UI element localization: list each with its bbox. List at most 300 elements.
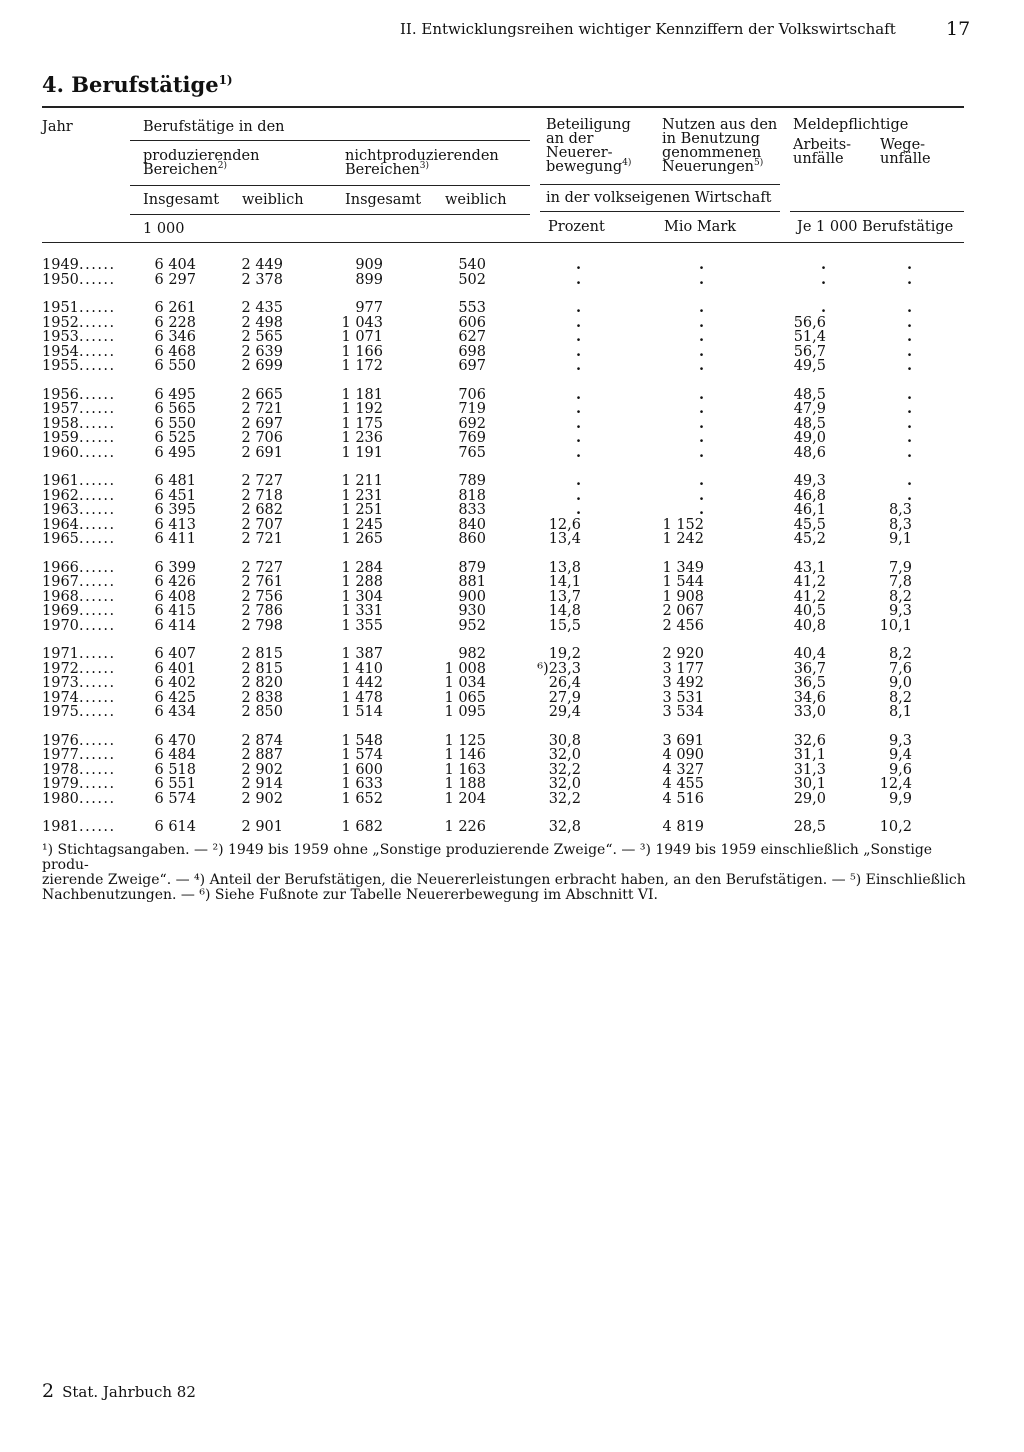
header-rule-2 <box>130 185 530 186</box>
cell-c1: 6 415 <box>154 603 196 619</box>
cell-c3: 1 175 <box>341 415 383 432</box>
table-top-rule <box>42 106 964 108</box>
cell-c6: 4 455 <box>662 776 704 792</box>
header-rule-3 <box>130 214 530 215</box>
footnote-line-1: ¹) Stichtagsangaben. — ²) 1949 bis 1959 ohne „Sonstige produzierende Zweige“. — ³) 1949 bis 1959 einschließlich „Sonstige produ- <box>42 842 933 873</box>
cell-c3: 1 514 <box>341 704 383 720</box>
cell-c1: 6 411 <box>154 531 196 547</box>
cell-c4: 627 <box>458 329 486 345</box>
table-row <box>0 561 1024 576</box>
cell-c5: 27,9 <box>548 689 581 706</box>
leader-dots: ...... <box>79 314 116 331</box>
cell-c4: 540 <box>458 257 486 273</box>
table-row <box>0 647 1024 662</box>
table-row <box>0 313 1024 331</box>
cell-c3: 1 288 <box>341 574 383 590</box>
year-cell: 1951 <box>42 300 79 316</box>
header-insgesamt-nichtprod: Insgesamt <box>345 192 422 208</box>
cell-c7: 49,0 <box>793 430 826 446</box>
cell-c4: 1 034 <box>444 675 486 691</box>
year-cell: 1952 <box>42 314 79 331</box>
header-unit-je-1000: Je 1 000 Berufstätige <box>797 219 954 235</box>
leader-dots: ...... <box>79 386 116 403</box>
cell-c8: . <box>906 385 912 403</box>
cell-c3: 1 181 <box>341 386 383 403</box>
header-produzierenden: produzierenden <box>143 148 260 164</box>
cell-c3: 1 231 <box>341 487 383 504</box>
cell-c7: 47,9 <box>793 401 826 417</box>
cell-c8: . <box>906 299 912 316</box>
leader-dots: ...... <box>79 761 116 778</box>
cell-c7: 32,6 <box>793 732 826 749</box>
cell-c6: . <box>698 486 704 504</box>
cell-c2: 2 721 <box>241 401 283 417</box>
cell-c6: 3 691 <box>662 732 704 749</box>
cell-c5: 32,8 <box>548 819 581 835</box>
table-row <box>0 763 1024 778</box>
table-row <box>0 474 1024 489</box>
cell-c7: 40,8 <box>793 617 826 634</box>
cell-c5: 32,2 <box>548 761 581 778</box>
header-beteiligung-2: an der <box>546 131 594 147</box>
cell-c1: 6 614 <box>154 819 196 835</box>
cell-c2: 2 665 <box>241 386 283 403</box>
leader-dots: ...... <box>79 343 116 360</box>
cell-c2: 2 786 <box>241 603 283 619</box>
table-row <box>0 270 1024 288</box>
table-row <box>0 734 1024 749</box>
cell-c2: 2 449 <box>241 257 283 273</box>
cell-c1: 6 407 <box>154 646 196 662</box>
cell-c6: 2 920 <box>662 646 704 662</box>
cell-c3: 1 600 <box>341 761 383 778</box>
cell-c4: 860 <box>458 531 486 547</box>
cell-c5: 14,1 <box>548 574 581 590</box>
header-beteiligung-1: Beteiligung <box>546 117 631 133</box>
cell-c8: 10,2 <box>879 819 912 835</box>
cell-c8: . <box>906 429 912 446</box>
header-arbeitsunfaelle-2: unfälle <box>793 151 844 167</box>
cell-c5: 13,8 <box>548 559 581 576</box>
cell-c5: 15,5 <box>548 617 581 634</box>
year-cell: 1973 <box>42 675 79 691</box>
header-nutzen-4-text: Neuerungen <box>662 159 754 175</box>
cell-c4: 719 <box>458 401 486 417</box>
cell-c7: . <box>820 256 826 273</box>
cell-c2: 2 498 <box>241 314 283 331</box>
cell-c6: 3 177 <box>662 660 704 677</box>
cell-c5: 32,0 <box>548 747 581 763</box>
cell-c1: 6 481 <box>154 473 196 489</box>
cell-c5: 14,8 <box>548 603 581 619</box>
cell-c2: 2 756 <box>241 588 283 605</box>
cell-c2: 2 727 <box>241 559 283 576</box>
cell-c5: ⁶)23,3 <box>537 660 581 677</box>
cell-c1: 6 426 <box>154 574 196 590</box>
year-cell: 1963 <box>42 502 79 518</box>
cell-c2: 2 815 <box>241 660 283 677</box>
header-bottom-rule <box>42 242 964 243</box>
cell-c1: 6 495 <box>154 444 196 461</box>
header-nutzen-note: 5) <box>754 158 764 169</box>
header-rule-5 <box>540 211 780 212</box>
cell-c3: 899 <box>355 271 383 288</box>
table-row <box>0 342 1024 360</box>
cell-c5: . <box>575 385 581 403</box>
cell-c4: 765 <box>458 444 486 461</box>
cell-c2: 2 901 <box>241 819 283 835</box>
cell-c1: 6 550 <box>154 415 196 432</box>
cell-c6: . <box>698 357 704 374</box>
cell-c7: 49,5 <box>793 358 826 374</box>
cell-c8: . <box>906 256 912 273</box>
cell-c2: 2 435 <box>241 300 283 316</box>
cell-c1: 6 434 <box>154 704 196 720</box>
leader-dots: ...... <box>79 329 116 345</box>
cell-c4: 1 146 <box>444 747 486 763</box>
leader-dots: ...... <box>79 516 116 533</box>
cell-c8: 10,1 <box>879 617 912 634</box>
cell-c4: 606 <box>458 314 486 331</box>
table-row <box>0 820 1024 835</box>
table-row <box>0 258 1024 273</box>
cell-c6: . <box>698 414 704 432</box>
header-unit-mio-mark: Mio Mark <box>664 219 737 235</box>
cell-c7: 30,1 <box>793 776 826 792</box>
table-body <box>0 258 1024 835</box>
year-cell: 1970 <box>42 617 79 634</box>
cell-c8: 7,8 <box>888 574 912 590</box>
cell-c5: 32,2 <box>548 790 581 807</box>
cell-c8: . <box>906 270 912 288</box>
cell-c3: 1 682 <box>341 819 383 835</box>
cell-c1: 6 451 <box>154 487 196 504</box>
leader-dots: ...... <box>79 401 116 417</box>
cell-c2: 2 697 <box>241 415 283 432</box>
cell-c6: . <box>698 385 704 403</box>
table-row <box>0 330 1024 345</box>
cell-c7: 46,8 <box>793 487 826 504</box>
leader-dots: ...... <box>79 776 116 792</box>
leader-dots: ...... <box>79 646 116 662</box>
header-unit-1000: 1 000 <box>143 221 185 237</box>
cell-c1: 6 346 <box>154 329 196 345</box>
cell-c8: . <box>906 313 912 331</box>
table-row <box>0 604 1024 619</box>
cell-c7: 48,5 <box>793 386 826 403</box>
cell-c3: 1 191 <box>341 444 383 461</box>
table-row <box>0 532 1024 547</box>
cell-c2: 2 902 <box>241 761 283 778</box>
header-bereichen-nichtprod-note: 3) <box>419 161 430 172</box>
cell-c6: 2 067 <box>662 603 704 619</box>
header-jahr: Jahr <box>42 119 73 135</box>
cell-c3: 1 251 <box>341 502 383 518</box>
header-unit-prozent: Prozent <box>548 219 605 235</box>
cell-c3: 1 304 <box>341 588 383 605</box>
cell-c2: 2 798 <box>241 617 283 634</box>
cell-c5: 13,4 <box>548 531 581 547</box>
year-cell: 1967 <box>42 574 79 590</box>
year-cell: 1961 <box>42 473 79 489</box>
leader-dots: ...... <box>79 473 116 489</box>
table-row <box>0 792 1024 807</box>
cell-c7: 40,4 <box>793 646 826 662</box>
footnote-line-3: Nachbenutzungen. — ⁶) Siehe Fußnote zur Tabelle Neuererbewegung im Abschnitt VI. <box>42 887 659 903</box>
cell-c8: 7,9 <box>888 559 912 576</box>
cell-c3: 1 236 <box>341 430 383 446</box>
cell-c2: 2 815 <box>241 646 283 662</box>
cell-c1: 6 525 <box>154 430 196 446</box>
cell-c6: . <box>698 299 704 316</box>
cell-c1: 6 297 <box>154 271 196 288</box>
leader-dots: ...... <box>79 415 116 432</box>
cell-c4: 982 <box>458 646 486 662</box>
year-cell: 1968 <box>42 588 79 605</box>
cell-c4: 833 <box>458 502 486 518</box>
header-beteiligung-3: Neuerer- <box>546 145 613 161</box>
cell-c8: . <box>906 486 912 504</box>
cell-c1: 6 395 <box>154 502 196 518</box>
cell-c5: . <box>575 270 581 288</box>
cell-c2: 2 727 <box>241 473 283 489</box>
cell-c6: 4 516 <box>662 790 704 807</box>
cell-c4: 900 <box>458 588 486 605</box>
header-beteiligung-note: 4) <box>622 158 632 169</box>
cell-c6: . <box>698 472 704 489</box>
cell-c8: . <box>906 472 912 489</box>
header-arbeitsunfaelle-1: Arbeits- <box>793 137 852 153</box>
leader-dots: ...... <box>79 603 116 619</box>
header-wegeunfaelle-2: unfälle <box>880 151 931 167</box>
cell-c2: 2 565 <box>241 329 283 345</box>
cell-c4: 692 <box>458 415 486 432</box>
leader-dots: ...... <box>79 747 116 763</box>
header-nutzen-3: genommenen <box>662 145 762 161</box>
cell-c4: 1 008 <box>444 660 486 677</box>
table-row <box>0 691 1024 706</box>
cell-c1: 6 565 <box>154 401 196 417</box>
leader-dots: ...... <box>79 675 116 691</box>
table-row <box>0 443 1024 461</box>
cell-c4: 553 <box>458 300 486 316</box>
year-cell: 1966 <box>42 559 79 576</box>
cell-c7: 34,6 <box>793 689 826 706</box>
leader-dots: ...... <box>79 660 116 677</box>
cell-c5: . <box>575 313 581 331</box>
cell-c8: 9,4 <box>888 747 912 763</box>
year-cell: 1964 <box>42 516 79 533</box>
cell-c6: 3 534 <box>662 704 704 720</box>
cell-c4: 789 <box>458 473 486 489</box>
leader-dots: ...... <box>79 257 116 273</box>
table-row <box>0 575 1024 590</box>
cell-c5: . <box>575 443 581 461</box>
cell-c2: 2 718 <box>241 487 283 504</box>
cell-c8: 8,1 <box>888 704 912 720</box>
cell-c8: . <box>906 443 912 461</box>
cell-c4: 1 095 <box>444 704 486 720</box>
year-cell: 1953 <box>42 329 79 345</box>
year-cell: 1955 <box>42 358 79 374</box>
cell-c7: 28,5 <box>793 819 826 835</box>
cell-c1: 6 574 <box>154 790 196 807</box>
cell-c8: . <box>906 328 912 345</box>
cell-c7: 40,5 <box>793 603 826 619</box>
cell-c2: 2 699 <box>241 358 283 374</box>
cell-c7: 36,5 <box>793 675 826 691</box>
cell-c4: 697 <box>458 358 486 374</box>
cell-c7: 41,2 <box>793 574 826 590</box>
cell-c4: 1 125 <box>444 732 486 749</box>
table-row <box>0 748 1024 763</box>
cell-c6: . <box>698 443 704 461</box>
header-nichtproduzierenden: nichtproduzierenden <box>345 148 499 164</box>
cell-c2: 2 707 <box>241 516 283 533</box>
header-wegeunfaelle-1: Wege- <box>880 137 926 153</box>
header-nutzen-2: in Benutzung <box>662 131 760 147</box>
header-meldepflichtige: Meldepflichtige <box>793 117 909 133</box>
cell-c2: 2 761 <box>241 574 283 590</box>
cell-c3: 1 387 <box>341 646 383 662</box>
header-insgesamt-prod: Insgesamt <box>143 192 220 208</box>
cell-c7: 46,1 <box>793 502 826 518</box>
header-berufstaetige-in-den: Berufstätige in den <box>143 119 285 135</box>
table-row <box>0 301 1024 316</box>
leader-dots: ...... <box>79 444 116 461</box>
year-cell: 1972 <box>42 660 79 677</box>
leader-dots: ...... <box>79 430 116 446</box>
cell-c1: 6 399 <box>154 559 196 576</box>
section-title-note: 1) <box>218 73 233 87</box>
cell-c3: 1 633 <box>341 776 383 792</box>
table-row <box>0 619 1024 634</box>
cell-c2: 2 820 <box>241 675 283 691</box>
header-weiblich-prod: weiblich <box>242 192 304 208</box>
header-rule-4 <box>540 184 780 185</box>
cell-c4: 698 <box>458 343 486 360</box>
cell-c4: 769 <box>458 430 486 446</box>
cell-c6: 1 908 <box>662 588 704 605</box>
year-cell: 1949 <box>42 257 79 273</box>
year-cell: 1958 <box>42 415 79 432</box>
cell-c4: 952 <box>458 617 486 634</box>
cell-c4: 1 188 <box>444 776 486 792</box>
cell-c5: . <box>575 328 581 345</box>
page-footer <box>42 1380 196 1402</box>
year-cell: 1954 <box>42 343 79 360</box>
cell-c8: 8,3 <box>888 516 912 533</box>
year-cell: 1978 <box>42 761 79 778</box>
year-cell: 1979 <box>42 776 79 792</box>
cell-c3: 1 192 <box>341 401 383 417</box>
running-header: II. Entwicklungsreihen wichtiger Kennziffern der Volkswirtschaft <box>400 20 896 38</box>
cell-c8: . <box>906 400 912 417</box>
year-cell: 1974 <box>42 689 79 706</box>
header-bereichen-nichtprod-text: Bereichen <box>345 162 420 178</box>
year-cell: 1976 <box>42 732 79 749</box>
cell-c8: 7,6 <box>888 660 912 677</box>
cell-c5: . <box>575 486 581 504</box>
cell-c3: 1 071 <box>341 329 383 345</box>
cell-c3: 1 043 <box>341 314 383 331</box>
cell-c1: 6 425 <box>154 689 196 706</box>
leader-dots: ...... <box>79 732 116 749</box>
table-row <box>0 676 1024 691</box>
cell-c5: . <box>575 299 581 316</box>
cell-c5: 29,4 <box>548 704 581 720</box>
cell-c2: 2 902 <box>241 790 283 807</box>
table-row <box>0 414 1024 432</box>
cell-c2: 2 721 <box>241 531 283 547</box>
year-cell: 1975 <box>42 704 79 720</box>
cell-c6: . <box>698 270 704 288</box>
cell-c8: 9,3 <box>888 603 912 619</box>
cell-c1: 6 228 <box>154 314 196 331</box>
year-cell: 1971 <box>42 646 79 662</box>
cell-c5: 13,7 <box>548 588 581 605</box>
cell-c7: 31,1 <box>793 747 826 763</box>
year-cell: 1980 <box>42 790 79 807</box>
cell-c8: 8,2 <box>888 588 912 605</box>
cell-c1: 6 414 <box>154 617 196 634</box>
cell-c6: 1 152 <box>662 516 704 533</box>
cell-c1: 6 484 <box>154 747 196 763</box>
year-cell: 1977 <box>42 747 79 763</box>
cell-c8: 9,9 <box>888 790 912 807</box>
cell-c3: 1 284 <box>341 559 383 576</box>
cell-c7: 31,3 <box>793 761 826 778</box>
header-bereichen-prod-note: 2) <box>217 161 228 172</box>
cell-c8: 9,3 <box>888 732 912 749</box>
year-cell: 1957 <box>42 401 79 417</box>
leader-dots: ...... <box>79 559 116 576</box>
cell-c2: 2 887 <box>241 747 283 763</box>
cell-c1: 6 261 <box>154 300 196 316</box>
year-cell: 1960 <box>42 444 79 461</box>
cell-c6: 3 531 <box>662 689 704 706</box>
cell-c6: . <box>698 313 704 331</box>
table-row <box>0 503 1024 518</box>
cell-c1: 6 470 <box>154 732 196 749</box>
header-bereichen-prod <box>143 163 227 177</box>
cell-c8: . <box>906 342 912 360</box>
cell-c3: 977 <box>355 300 383 316</box>
cell-c5: . <box>575 414 581 432</box>
cell-c2: 2 682 <box>241 502 283 518</box>
table-row <box>0 486 1024 504</box>
leader-dots: ...... <box>79 271 116 288</box>
cell-c3: 1 331 <box>341 603 383 619</box>
cell-c3: 1 265 <box>341 531 383 547</box>
table-row <box>0 518 1024 533</box>
cell-c4: 502 <box>458 271 486 288</box>
cell-c5: 12,6 <box>548 516 581 533</box>
cell-c1: 6 551 <box>154 776 196 792</box>
year-cell: 1962 <box>42 487 79 504</box>
cell-c3: 1 172 <box>341 358 383 374</box>
footer-text: Stat. Jahrbuch 82 <box>62 1383 196 1401</box>
cell-c5: . <box>575 357 581 374</box>
cell-c4: 840 <box>458 516 486 533</box>
cell-c6: . <box>698 342 704 360</box>
table-row <box>0 590 1024 605</box>
cell-c8: 12,4 <box>879 776 912 792</box>
cell-c8: 9,1 <box>888 531 912 547</box>
cell-c6: 4 090 <box>662 747 704 763</box>
cell-c4: 1 163 <box>444 761 486 778</box>
leader-dots: ...... <box>79 704 116 720</box>
